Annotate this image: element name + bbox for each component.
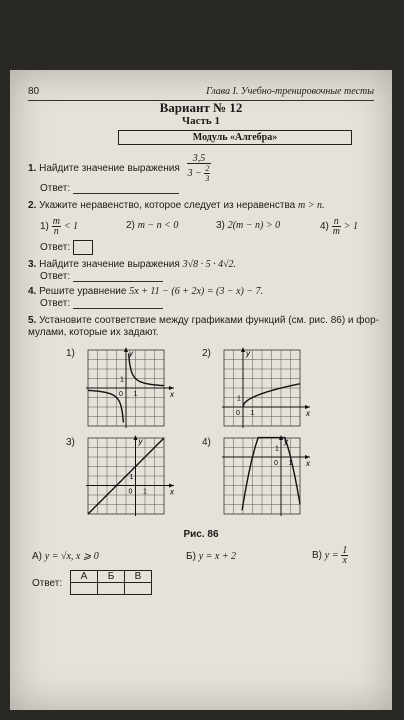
function-curve — [242, 438, 300, 511]
unit-x-label: 1 — [288, 460, 293, 467]
question-5 — [28, 315, 379, 326]
y-axis-label: y — [246, 349, 250, 358]
unit-x-label: 1 — [143, 488, 147, 496]
q2-option-4-fraction — [332, 217, 341, 236]
q4-expr: 5x + 11 − (6 + 2x) = (3 − x) − 7. — [129, 286, 264, 297]
formula-c-den: x — [342, 555, 347, 566]
formula-c-num: 1 — [342, 545, 348, 556]
graph-1-label: 1) — [66, 348, 75, 359]
q1-number: 1. — [28, 163, 37, 175]
q1-denominator — [187, 164, 212, 183]
q2-option-2-expr: m − n < 0 — [137, 220, 179, 231]
unit-x-label: 1 — [133, 391, 138, 398]
unit-y-label: 1 — [120, 376, 124, 384]
unit-y-label: 1 — [129, 474, 134, 481]
function-curve — [129, 354, 164, 386]
q3-answer — [40, 271, 163, 282]
graph-3 — [76, 434, 188, 524]
y-axis-arrow — [134, 435, 138, 440]
q4-number: 4. — [28, 286, 37, 297]
answer-table-header-b: Б — [98, 571, 125, 583]
q3-text: Найдите значение выражения — [39, 259, 180, 270]
answer-cell-a[interactable] — [71, 583, 98, 595]
q2-option-4-tail: > 1 — [343, 221, 358, 233]
y-axis-arrow — [124, 347, 128, 352]
chapter-title: Глава I. Учебно-тренировочные тесты — [206, 86, 374, 97]
origin-label: 0 — [119, 391, 123, 398]
answer-table-input-row — [71, 583, 152, 595]
q4-answer-line[interactable] — [73, 308, 163, 309]
q1-numerator: 3,5 — [187, 154, 212, 164]
formula-c-label: В) — [312, 550, 322, 562]
formula-b-label: Б) — [186, 551, 196, 562]
graph-3-label: 3) — [66, 437, 75, 448]
formula-b-expr: y = x + 2 — [198, 551, 237, 562]
q3-number: 3. — [28, 259, 37, 270]
unit-x-label: 1 — [250, 410, 255, 417]
y-axis-label: y — [129, 349, 133, 358]
formula-a-label: А) — [32, 551, 42, 562]
page-number: 80 — [28, 86, 40, 97]
graph-4-label: 4) — [202, 437, 211, 448]
q2-option-3-expr: 2(m − n) > 0 — [227, 220, 281, 231]
unit-y-label: 1 — [237, 395, 241, 403]
answer-cell-b[interactable] — [98, 583, 125, 595]
q2-option-1-num: m — [52, 216, 60, 227]
origin-label: 0 — [236, 410, 240, 417]
answer-table-header-a: А — [71, 571, 98, 583]
q1-small-den: 3 — [205, 174, 210, 183]
q1-small-num: 2 — [205, 164, 210, 173]
q1-denom-left: 3 − — [187, 167, 202, 179]
q2-option-1-label: 1) — [40, 221, 49, 233]
q2-condition: m > n. — [298, 200, 325, 211]
graph-1 — [76, 346, 188, 432]
q2-option-1 — [40, 217, 78, 236]
q2-option-4 — [320, 217, 358, 236]
book-page — [10, 70, 392, 710]
formula-b — [186, 551, 236, 562]
q2-option-3-label: 3) — [216, 220, 225, 231]
q2-option-2 — [126, 220, 178, 231]
q2-option-3 — [216, 220, 280, 231]
q4-answer-label: Ответ: — [40, 298, 71, 309]
formula-a — [32, 551, 99, 562]
q2-text: Укажите неравенство, которое следует из неравенства — [39, 200, 296, 211]
question-3 — [28, 259, 236, 270]
q2-option-1-fraction — [52, 217, 61, 236]
question-2 — [28, 200, 325, 211]
unit-y-label: 1 — [275, 445, 279, 453]
q3-answer-label: Ответ: — [40, 271, 71, 282]
q2-option-2-label: 2) — [126, 220, 135, 231]
q2-answer — [40, 240, 93, 255]
q3-expr: 3√8 · 5 · 4√2. — [182, 259, 237, 270]
part-title: Часть 1 — [182, 115, 220, 127]
y-axis-label: y — [138, 437, 143, 446]
q2-option-4-den: m — [332, 226, 340, 237]
answer-table-header-row — [71, 571, 152, 583]
q1-fraction — [187, 154, 212, 183]
formula-c-lhs: y = — [324, 550, 339, 562]
x-axis-label: x — [306, 409, 310, 418]
figure-caption: Рис. 86 — [183, 529, 219, 540]
graph-2 — [212, 346, 324, 432]
origin-label: 0 — [128, 488, 133, 496]
graph-4 — [212, 434, 324, 524]
q5-text-line1: Установите соответствие между графиками функций (см. рис. 86) и фор- — [39, 315, 379, 326]
q2-option-4-num: n — [332, 217, 341, 227]
formula-c-fraction — [341, 546, 348, 565]
q1-small-fraction — [204, 164, 210, 183]
module-title: Модуль «Алгебра» — [118, 130, 352, 145]
answer-table — [70, 570, 152, 595]
q2-option-1-den: n — [53, 226, 59, 237]
graph-2-label: 2) — [202, 348, 211, 359]
q2-option-4-label: 4) — [320, 221, 329, 233]
variant-title: Вариант № 12 — [159, 100, 243, 115]
formula-c — [312, 546, 348, 565]
q1-answer-label: Ответ: — [40, 183, 71, 194]
q4-answer — [40, 298, 163, 309]
x-axis-label: x — [170, 390, 174, 399]
answer-cell-c[interactable] — [125, 583, 152, 595]
q2-option-1-tail: < 1 — [63, 221, 78, 233]
q3-answer-line[interactable] — [73, 281, 163, 282]
q1-answer — [40, 183, 179, 194]
formula-a-expr: y = √x, x ⩾ 0 — [44, 551, 99, 562]
question-1 — [28, 154, 211, 183]
q2-answer-label: Ответ: — [40, 242, 71, 254]
x-axis-label: x — [306, 459, 310, 468]
q2-number: 2. — [28, 200, 37, 211]
q1-answer-line[interactable] — [73, 193, 179, 194]
q2-answer-box[interactable] — [73, 240, 93, 255]
x-axis-label: x — [170, 487, 174, 497]
q5-text-line2: мулами, которые их задают. — [28, 327, 159, 338]
origin-label: 0 — [274, 460, 278, 467]
y-axis-arrow — [241, 347, 245, 352]
q1-text: Найдите значение выражения — [39, 163, 180, 175]
q4-text: Решите уравнение — [39, 286, 127, 297]
question-4 — [28, 286, 263, 297]
y-axis-label: y — [284, 437, 288, 446]
answer-table-header-c: В — [125, 571, 152, 583]
q5-number: 5. — [28, 315, 37, 326]
q5-answer-label: Ответ: — [32, 578, 63, 589]
